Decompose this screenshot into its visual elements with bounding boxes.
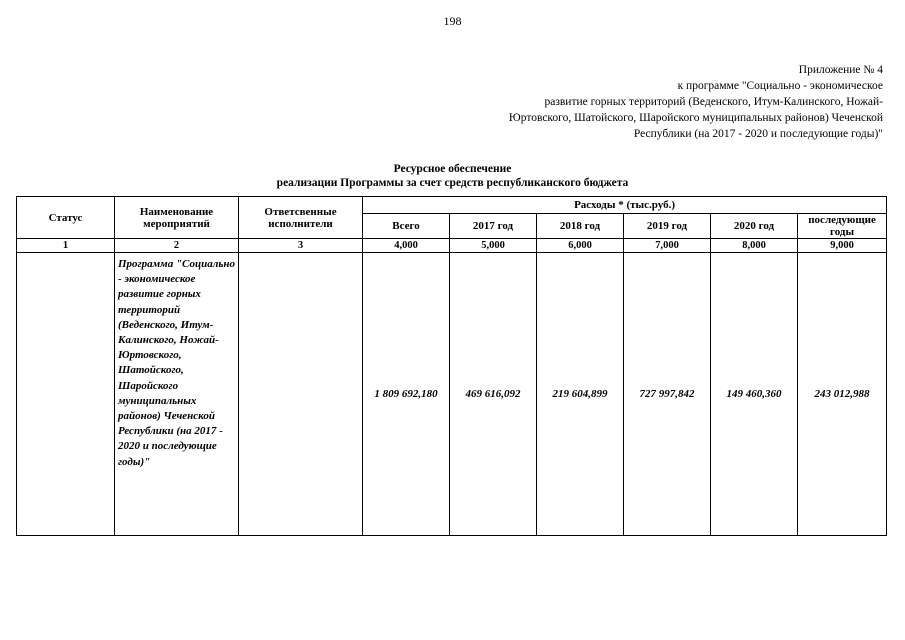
row-total: 1 809 692,180: [363, 253, 450, 536]
header-expenses: Расходы * (тыс.руб.): [363, 197, 887, 214]
header-executors: Ответсвенные исполнители: [239, 197, 363, 239]
column-number: 2: [115, 239, 239, 253]
header-year-2018: 2018 год: [537, 214, 624, 239]
column-number: 7,000: [624, 239, 711, 253]
page-number: 198: [443, 14, 462, 28]
appendix-line: Республики (на 2017 - 2020 и последующие годы)": [633, 128, 883, 140]
column-number: 4,000: [363, 239, 450, 253]
header-status: Статус: [17, 197, 115, 239]
header-year-2020: 2020 год: [711, 214, 798, 239]
column-number: 3: [239, 239, 363, 253]
column-number: 6,000: [537, 239, 624, 253]
column-numbers-row: [17, 239, 887, 253]
row-program-name: Программа "Социально - экономическое развитие горных территорий (Веденского, Итум-Калинского, Ножай-Юртовского, Шатойского, Шаройского муниципальных районов) Чеченской Республики (на 2017 - 2020 и последующие годы)": [115, 253, 239, 536]
table-row: [17, 253, 887, 536]
row-next-years: 243 012,988: [798, 253, 887, 536]
column-number: 8,000: [711, 239, 798, 253]
appendix-header: [453, 62, 883, 142]
header-row: [17, 197, 887, 214]
resources-table: [16, 196, 887, 536]
header-measures: Наименование мероприятий: [115, 197, 239, 239]
title-line-1: Ресурсное обеспечение: [393, 163, 512, 175]
document-title: [0, 162, 905, 190]
row-2018: 219 604,899: [537, 253, 624, 536]
column-number: 1: [17, 239, 115, 253]
row-executors: [239, 253, 363, 536]
header-next-years: последующие годы: [798, 214, 887, 239]
row-2020: 149 460,360: [711, 253, 798, 536]
column-number: 5,000: [450, 239, 537, 253]
header-total: Всего: [363, 214, 450, 239]
row-2017: 469 616,092: [450, 253, 537, 536]
appendix-line: к программе "Социально - экономическое: [677, 80, 883, 92]
row-2019: 727 997,842: [624, 253, 711, 536]
header-year-2017: 2017 год: [450, 214, 537, 239]
appendix-line: Юртовского, Шатойского, Шаройского муниципальных районов) Чеченской: [508, 112, 883, 124]
column-number: 9,000: [798, 239, 887, 253]
row-status: [17, 253, 115, 536]
appendix-line: Приложение № 4: [798, 64, 883, 76]
appendix-line: развитие горных территорий (Веденского, Итум-Калинского, Ножай-: [544, 96, 883, 108]
header-year-2019: 2019 год: [624, 214, 711, 239]
title-line-2: реализации Программы за счет средств республиканского бюджета: [276, 177, 629, 189]
